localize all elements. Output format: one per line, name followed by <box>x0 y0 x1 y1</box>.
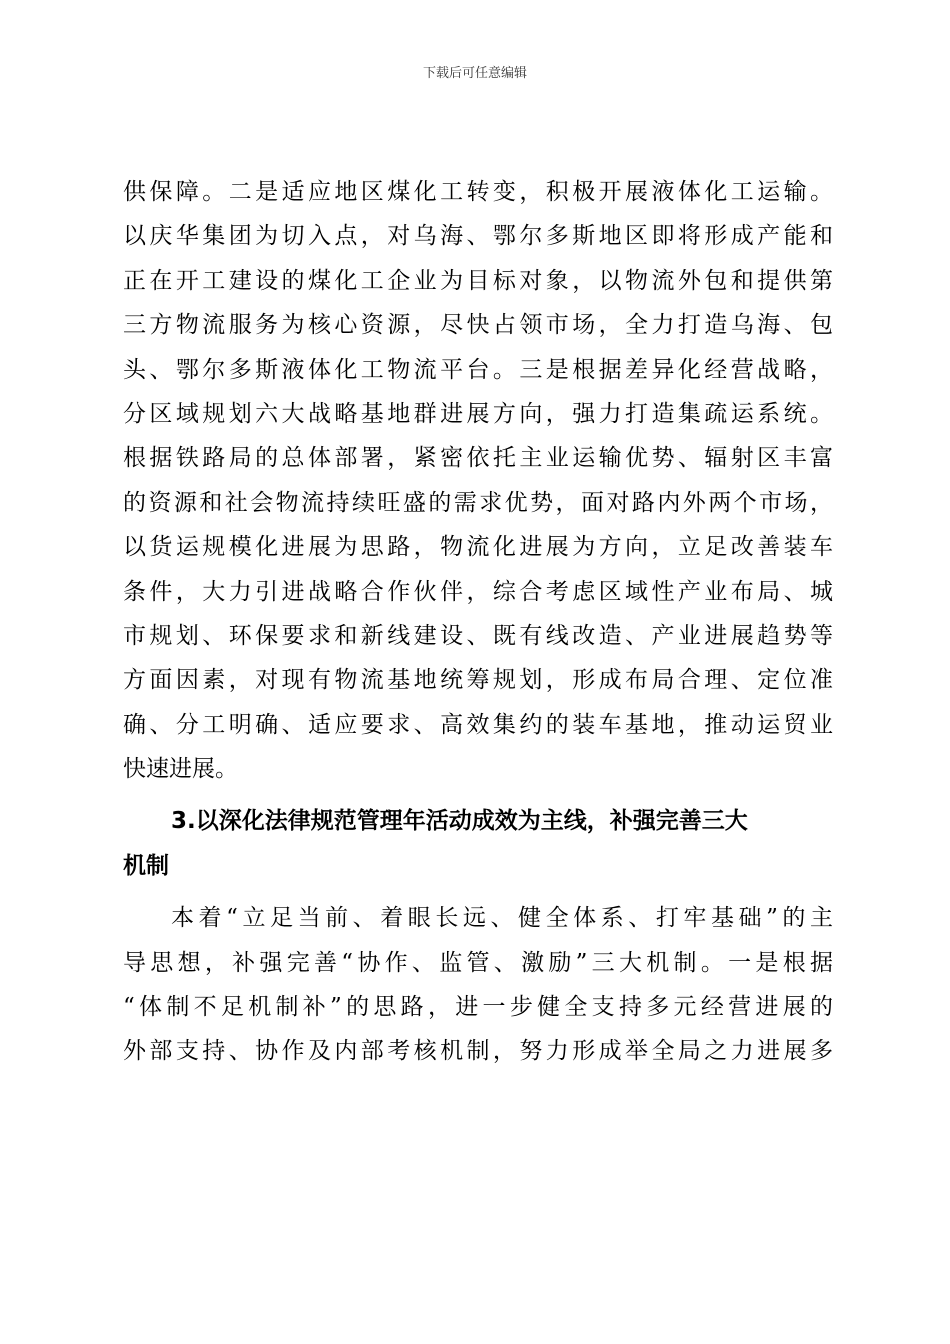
text-line: 根据铁路局的总体部署，紧密依托主业运输优势、辐射区丰富 <box>123 445 833 472</box>
spacer <box>123 888 833 896</box>
document-body <box>123 170 833 1074</box>
text-line: 确、分工明确、适应要求、高效集约的装车基地，推动运贸业 <box>123 711 833 738</box>
text-line: 三方物流服务为核心资源，尽快占领市场，全力打造乌海、包 <box>123 312 833 339</box>
section-heading <box>123 799 833 888</box>
text-line: 条件，大力引进战略合作伙伴，综合考虑区域性产业布局、城 <box>123 578 833 605</box>
text-line: 的资源和社会物流持续旺盛的需求优势，面对路内外两个市场， <box>123 489 833 516</box>
text-line: 本着“立足当前、着眼长远、健全体系、打牢基础”的主 <box>171 905 833 932</box>
text-line: 正在开工建设的煤化工企业为目标对象，以物流外包和提供第 <box>123 267 833 294</box>
section-heading-line: 3.以深化法律规范管理年活动成效为主线，补强完善三大 <box>171 808 748 835</box>
text-line: 外部支持、协作及内部考核机制，努力形成举全局之力进展多 <box>123 1038 833 1065</box>
spacer <box>123 791 833 799</box>
text-line: 头、鄂尔多斯液体化工物流平台。三是根据差异化经营战略， <box>123 356 833 383</box>
paragraph-1 <box>123 170 833 791</box>
text-line: 快速进展。 <box>123 756 238 783</box>
text-line: 导思想，补强完善“协作、监管、激励”三大机制。一是根据 <box>123 949 833 976</box>
text-line: 供保障。二是适应地区煤化工转变，积极开展液体化工运输。 <box>123 179 833 205</box>
page-header: 下载后可任意编辑 <box>422 66 527 81</box>
text-line: 方面因素，对现有物流基地统筹规划，形成布局合理、定位准 <box>123 667 833 694</box>
text-line: “体制不足机制补”的思路，进一步健全支持多元经营进展的 <box>123 994 833 1021</box>
text-line: 以货运规模化进展为思路，物流化进展为方向，立足改善装车 <box>123 534 833 561</box>
text-line: 以庆华集团为切入点，对乌海、鄂尔多斯地区即将形成产能和 <box>123 223 833 250</box>
text-line: 市规划、环保要求和新线建设、既有线改造、产业进展趋势等 <box>123 622 833 649</box>
paragraph-2 <box>123 896 833 1074</box>
section-heading-line: 机制 <box>123 852 169 879</box>
text-line: 分区域规划六大战略基地群进展方向，强力打造集疏运系统。 <box>123 400 833 427</box>
